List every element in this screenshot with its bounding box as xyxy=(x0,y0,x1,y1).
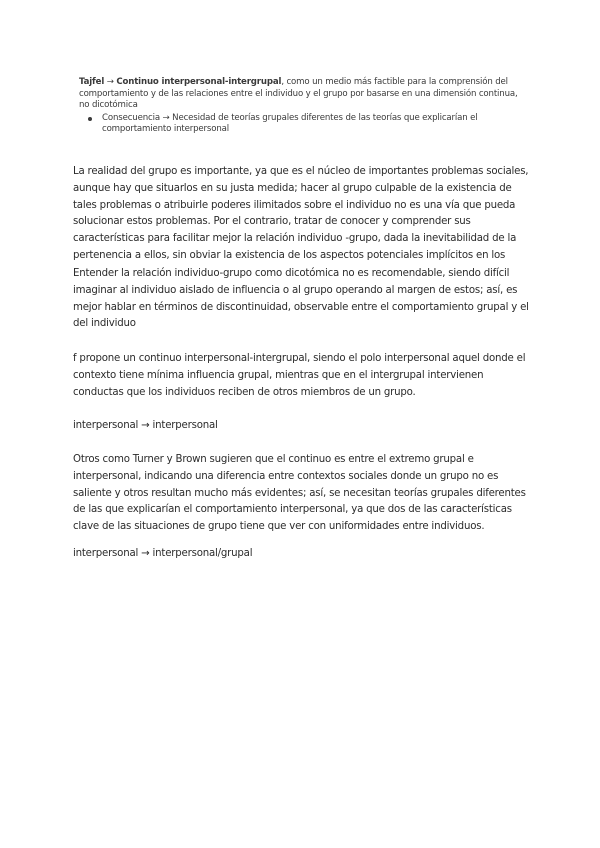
paragraph-group-reality: La realidad del grupo es importante, ya que es el núcleo de importantes problemas sociales, aunque hay que situarlos en su justa medida; hacer al grupo culpable de la existencia de tales problemas o atribuirle poderes ilimitados sobre el individuo no es una vía que pueda solucionar estos problemas. Por el contrario, tratar de conocer y comprender sus características para facilitar mejor la relación individuo -grupo, dada la inevitabilidad de la pertenencia a ellos, sin obviar la existencia de los aspectos potenciales implícitos en los xyxy=(73,166,529,261)
paragraph-turner-brown: Otros como Turner y Brown sugieren que el continuo es entre el extremo grupal e interpersonal, indicando una diferencia entre contextos sociales donde un grupo no es saliente y otros resultan mucho más evidentes; así, se necesitan teorías grupales diferentes de las que explicarían el comportamiento interpersonal, ya que dos de las características clave de las situaciones de grupo tiene que ver con uniformidades entre individuos. xyxy=(73,454,526,533)
tajfel-label: Tajfel xyxy=(79,77,105,87)
bullet-icon xyxy=(88,117,92,121)
tajfel-note xyxy=(79,77,519,112)
tajfel-arrow: → xyxy=(104,77,117,87)
bullet-item xyxy=(79,113,519,136)
paragraph-continuum: f propone un continuo interpersonal-intergrupal, siendo el polo interpersonal aquel donde el contexto tiene mínima influencia grupal, mientras que en el intergrupal intervienen conductas que los individuos reciben de otros miembros de un grupo. xyxy=(73,353,526,398)
tajfel-explanation: , como un medio más factible para la comprensión del comportamiento y de las relaciones entre el individuo y el grupo por basarse en una dimensión continua, no dicotómica xyxy=(79,77,518,111)
summary-notes xyxy=(79,77,519,136)
bullet-text: Consecuencia → Necesidad de teorías grupales diferentes de las teorías que explicarían el comportamiento interpersonal xyxy=(102,112,478,135)
tajfel-bold-concept: Continuo interpersonal-intergrupal xyxy=(116,77,282,87)
paragraph-dichotomy: Entender la relación individuo-grupo como dicotómica no es recomendable, siendo difícil imaginar al individuo aislado de influencia o al grupo operando al margen de estos; así, es mejor hablar en términos de discontinuidad, observable entre el comportamiento grupal y el del individuo xyxy=(73,268,529,330)
line-interpersonal-grupal: interpersonal → interpersonal/grupal xyxy=(73,548,253,559)
line-interpersonal: interpersonal → interpersonal xyxy=(73,420,218,431)
